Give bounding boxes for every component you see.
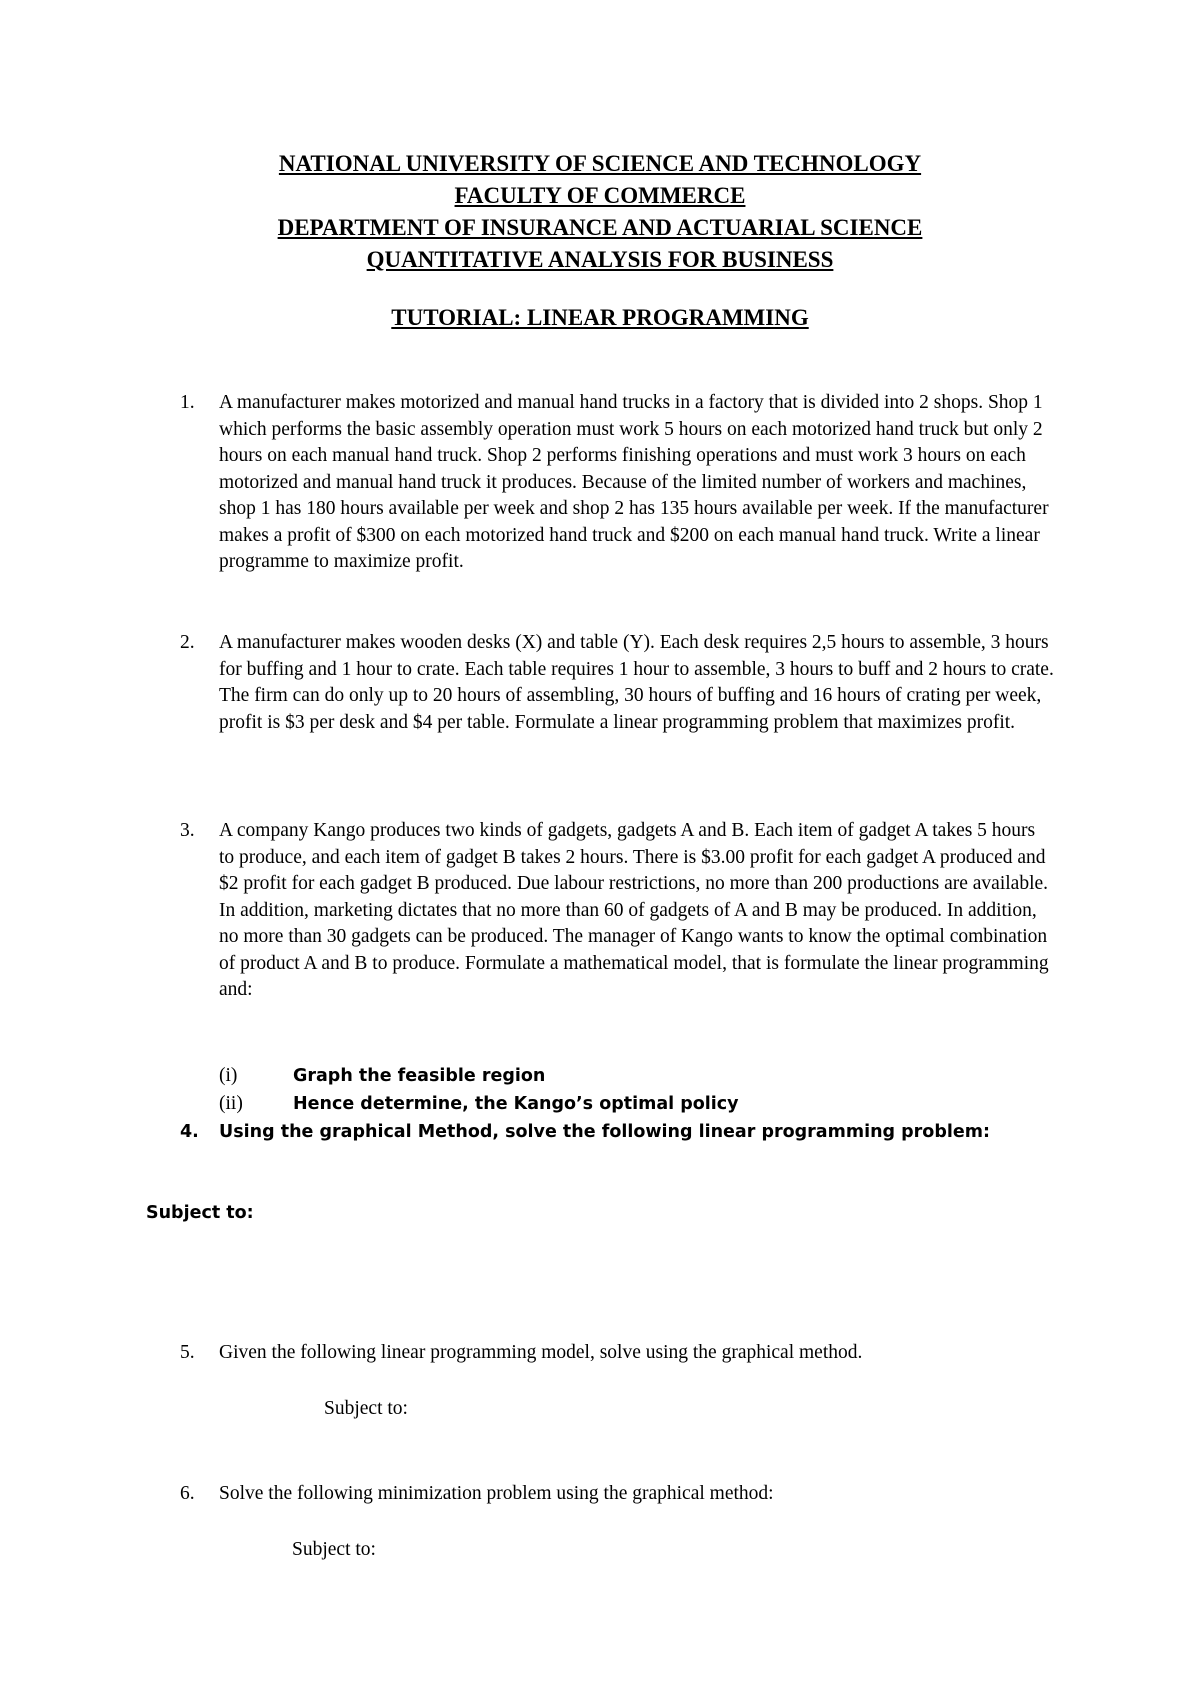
- subpart-text: Graph the feasible region: [293, 1066, 546, 1086]
- subpart-label: (ii): [219, 1093, 243, 1114]
- question-text: Given the following linear programming model, solve using the graphical method.: [219, 1342, 863, 1363]
- question-number: 1.: [180, 392, 195, 413]
- course-title: QUANTITATIVE ANALYSIS FOR BUSINESS: [366, 247, 834, 272]
- question-number: 6.: [180, 1483, 195, 1504]
- faculty-title: FACULTY OF COMMERCE: [454, 183, 746, 208]
- question-text: A company Kango produces two kinds of gadgets, gadgets A and B. Each item of gadget A takes 5 hours to produce, and each item of gadget B takes 2 hours. There is $3.00 profit for each gadget A produced and $2 profit for each gadget B produced. Due labour restrictions, no more than 200 productions are available. In addition, marketing dictates that no more than 60 of gadgets of A and B may be produced. In addition, no more than 30 gadgets can be produced. The manager of Kango wants to know the optimal combination of product A and B to produce. Formulate a mathematical model, that is formulate the linear programming and:: [219, 820, 1049, 1000]
- subject-to-label: Subject to:: [324, 1398, 408, 1419]
- question-text: Solve the following minimization problem using the graphical method:: [219, 1483, 774, 1504]
- question-number: 2.: [180, 632, 195, 653]
- question-number: 4.: [180, 1122, 199, 1142]
- question-number: 5.: [180, 1342, 195, 1363]
- department-title: DEPARTMENT OF INSURANCE AND ACTUARIAL SCIENCE: [277, 215, 923, 240]
- subject-to-label: Subject to:: [146, 1203, 254, 1223]
- subpart-text: Hence determine, the Kango’s optimal policy: [293, 1094, 739, 1114]
- tutorial-title: TUTORIAL: LINEAR PROGRAMMING: [391, 305, 809, 330]
- question-text: Using the graphical Method, solve the following linear programming problem:: [219, 1122, 990, 1142]
- subpart-label: (i): [219, 1065, 238, 1086]
- question-text: A manufacturer makes wooden desks (X) and table (Y). Each desk requires 2,5 hours to assemble, 3 hours for buffing and 1 hour to crate. Each table requires 1 hour to assemble, 3 hours to buff and 2 hours to crate. The firm can do only up to 20 hours of assembling, 30 hours of buffing and 16 hours of crating per week, profit is $3 per desk and $4 per table. Formulate a linear programming problem that maximizes profit.: [219, 632, 1054, 733]
- question-number: 3.: [180, 820, 195, 841]
- subject-to-label: Subject to:: [292, 1539, 376, 1560]
- university-title: NATIONAL UNIVERSITY OF SCIENCE AND TECHNOLOGY: [278, 151, 922, 176]
- question-text: A manufacturer makes motorized and manual hand trucks in a factory that is divided into 2 shops. Shop 1 which performs the basic assembly operation must work 5 hours on each motorized hand truck but only 2 hours on each manual hand truck. Shop 2 performs finishing operations and must work 3 hours on each motorized and manual hand truck it produces. Because of the limited number of workers and machines, shop 1 has 180 hours available per week and shop 2 has 135 hours available per week. If the manufacturer makes a profit of $300 on each motorized hand truck and $200 on each manual hand truck. Write a linear programme to maximize profit.: [219, 392, 1049, 572]
